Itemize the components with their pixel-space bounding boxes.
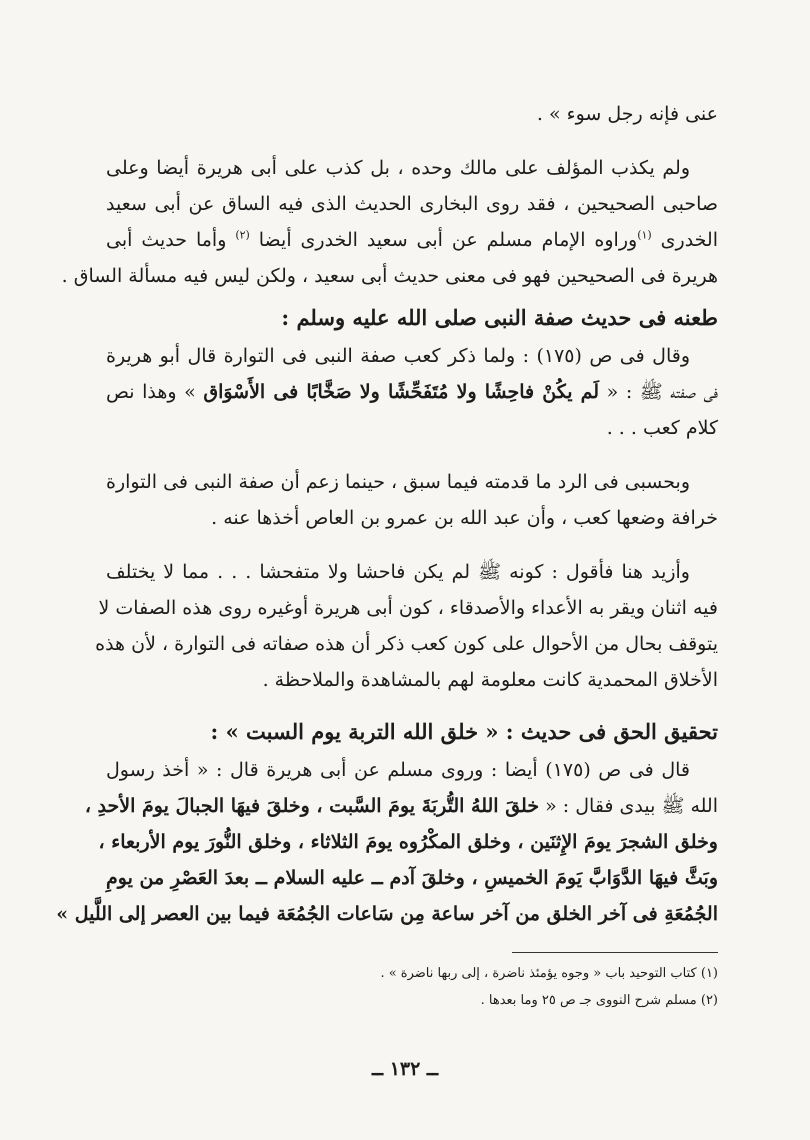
text-line: كلام كعب . . . [606, 417, 718, 439]
hadith-quote-line: وبَثَّ فيهَا الدَّوَابَّ يَومَ الخميسِ ، وخلقَ آدم ــ عليه السلام ــ بعدَ العَصْرِ من يومِ [106, 867, 718, 889]
text-line: فيه اثنان ويقر به الأعداء والأصدقاء ، كون أبى هريرة أوغيره روى هذه الصفات لا [98, 597, 718, 619]
hadith-quote: خلقَ اللهُ التُّربَةَ يومَ السَّبت ، وخلقَ فيهَا الجبالَ يومَ الأحدِ ، [84, 795, 540, 817]
footnote-1: (١) كتاب التوحيد باب « وجوه يؤمئذ ناضرة ، إلى ربها ناضرة » . [380, 966, 718, 981]
section-heading-prophet-description: طعنه فى حديث صفة النبى صلى الله عليه وسلم : [281, 305, 718, 330]
text-line: وأزيد هنا فأقول : كونه ﷺ لم يكن فاحشا ولا متفحشا . . . مما لا يختلف [106, 561, 690, 583]
footnote-ref-1: (١) [637, 228, 652, 242]
text-line: صاحبى الصحيحين ، فقد روى البخارى الحديث الذى فيه الساق عن أبى سعيد [106, 193, 718, 215]
footnotes [106, 960, 718, 1014]
text-line: الأخلاق المحمدية كانت معلومة لهم بالمشاهدة والملاحظة . [262, 669, 718, 691]
paragraph-author-lies [61, 150, 718, 294]
text-line: قال فى ص (١٧٥) أيضا : وروى مسلم عن أبى هريرة قال : « أخذ رسول [106, 759, 690, 781]
text-line: ولم يكذب المؤلف على مالك وحده ، بل كذب على أبى هريرة أيضا وعلى [106, 157, 690, 179]
text-run: وراوه الإمام مسلم عن أبى سعيد الخدرى أيضا [249, 229, 638, 251]
text-line: وبحسبى فى الرد ما قدمته فيما سبق ، حينما زعم أن صفة النبى فى التوارة [106, 471, 690, 493]
hadith-quote: لَم يكُنْ فاحِشًا ولا مُتَفَحِّشًا ولا صَخَّابًا فى الأَسْوَاق [203, 381, 600, 403]
text-run: فى صفته ﷺ : « [599, 381, 718, 403]
paragraph-addition [95, 554, 718, 698]
text-line: وقال فى ص (١٧٥) : ولما ذكر كعب صفة النبى فى التوارة قال أبو هريرة [106, 345, 690, 367]
text-line: خرافة وضعها كعب ، وأن عبد الله بن عمرو بن العاص أخذها عنه . [211, 507, 718, 529]
text-run: » وهذا نص [106, 381, 204, 403]
footnote-ref-2: (٢) [235, 228, 250, 242]
paragraph-continuation: عنى فإنه رجل سوء » . [536, 103, 718, 125]
text-line [84, 788, 718, 824]
hadith-quote-line: وخلق الشجرَ يومَ الإِثنَين ، وخلق المكْرُوه يومَ الثلاثاء ، وخلق النُّورَ يوم الأربعاء ، [98, 831, 718, 853]
text-line: هريرة فى الصحيحين فهو فى معنى حديث أبى سعيد ، ولكن ليس فيه مسألة الساق . [61, 265, 718, 287]
section-heading-creation-hadith: تحقيق الحق فى حديث : « خلق الله التربة يوم السبت » : [210, 719, 718, 744]
text-line [106, 222, 718, 258]
text-run: وأما حديث أبى [106, 229, 236, 251]
page-number: ــ ١٣٢ ــ [371, 1058, 439, 1080]
paragraph-creation-hadith [56, 752, 718, 932]
hadith-quote-line: الجُمُعَةِ فى آخر الخلق من آخر ساعة مِن سَاعات الجُمُعَة فيما بين العصر إلى اللَّيل » [56, 903, 718, 925]
paragraph-response [106, 464, 718, 536]
footnote-2: (٢) مسلم شرح النووى جـ ص ٢٥ وما بعدها . [480, 993, 718, 1008]
text-line: يتوقف بحال من الأحوال على كون كعب ذكر أن هذه صفاته فى التوارة ، لأن هذه [95, 633, 718, 655]
text-line [106, 374, 718, 410]
text-run: الله ﷺ بيدى فقال : « [539, 795, 718, 817]
paragraph-prophet-description [106, 338, 718, 446]
text-run: الخدرى [651, 229, 718, 251]
footnote-divider [512, 952, 718, 953]
